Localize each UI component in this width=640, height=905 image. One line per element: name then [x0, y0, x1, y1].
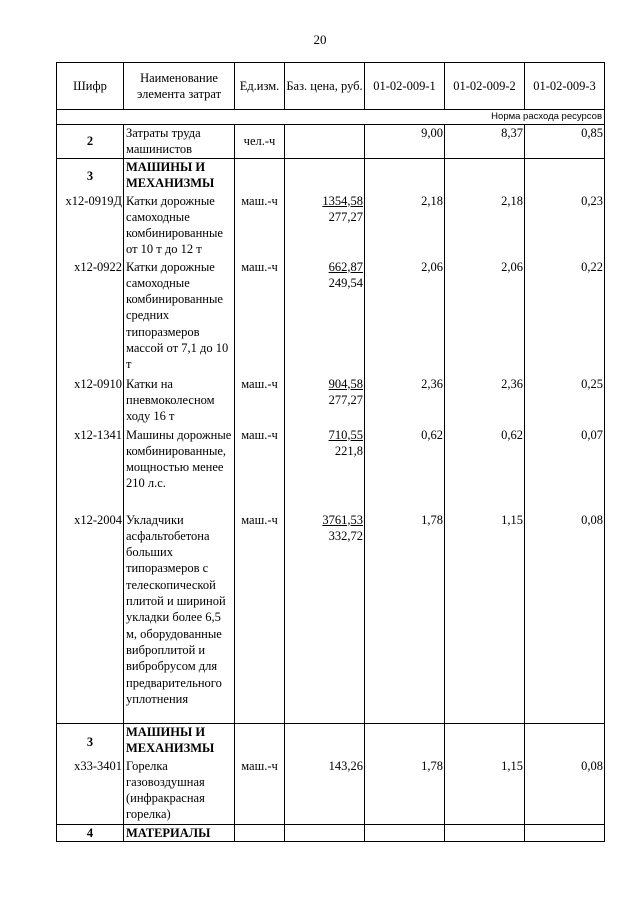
item-unit: маш.-ч — [241, 427, 278, 442]
resource-norms-table — [56, 62, 605, 842]
item-price-top: 710,55 — [328, 427, 363, 442]
item-unit: маш.-ч — [241, 259, 278, 274]
item-price-bottom: 277,27 — [328, 209, 363, 224]
item-name: Горелка газовоздушная (инфракрасная горелка) — [126, 758, 205, 822]
item-v2: 1,15 — [501, 512, 523, 527]
item-v3: 0,25 — [581, 376, 603, 391]
item-v3: 0,08 — [581, 512, 603, 527]
norma-label: Норма расхода ресурсов — [57, 110, 605, 125]
section-title: МАШИНЫ И МЕХАНИЗМЫ — [126, 724, 215, 755]
item-unit: маш.-ч — [241, 193, 278, 208]
item-unit: маш.-ч — [241, 512, 278, 527]
header-price: Баз. цена, руб. — [285, 63, 365, 110]
item-v2: 2,18 — [501, 193, 523, 208]
machines-section-2 — [57, 723, 605, 824]
item-code: х12-2004 — [74, 512, 122, 527]
labor-num: 2 — [86, 134, 94, 149]
item-unit: маш.-ч — [241, 758, 278, 773]
section-title: МАТЕРИАЛЫ — [124, 824, 235, 841]
section-num: 3 — [86, 168, 94, 183]
item-name: Машины дорожные комбинированные, мощностью менее 210 л.с. — [126, 427, 232, 491]
section-num: 4 — [57, 824, 124, 841]
item-price-bottom: 249,54 — [328, 275, 363, 290]
item-v1: 2,36 — [421, 376, 443, 391]
item-v3: 0,23 — [581, 193, 603, 208]
item-v3: 0,22 — [581, 259, 603, 274]
header-code: Шифр — [57, 63, 124, 110]
item-name: Катки дорожные самоходные комбинированные средних типоразмеров массой от 7,1 до 10 т — [126, 259, 229, 372]
item-price-top: 3761,53 — [322, 512, 363, 527]
item-code: х12-0922 — [74, 259, 122, 274]
item-v1: 1,78 — [421, 758, 443, 773]
item-price-top: 1354,58 — [322, 193, 363, 208]
item-price-bottom: 221,8 — [334, 443, 363, 458]
materials-section — [57, 824, 605, 841]
item-price-bottom: 277,27 — [328, 392, 363, 407]
section-num: 3 — [86, 734, 94, 749]
labor-v3: 0,85 — [525, 125, 605, 159]
item-v2: 2,36 — [501, 376, 523, 391]
item-code: х33-3401 — [74, 758, 122, 773]
norma-row — [57, 110, 605, 125]
header-col1: 01-02-009-1 — [365, 63, 445, 110]
item-code: х12-1341 — [74, 427, 122, 442]
item-unit: маш.-ч — [241, 376, 278, 391]
item-price-top: 662,87 — [328, 259, 363, 274]
header-unit: Ед.изм. — [235, 63, 285, 110]
section-title: МАШИНЫ И МЕХАНИЗМЫ — [126, 159, 215, 190]
item-v3: 0,08 — [581, 758, 603, 773]
item-v1: 0,62 — [421, 427, 443, 442]
header-name: Наименование элемента затрат — [124, 63, 235, 110]
item-v1: 1,78 — [421, 512, 443, 527]
item-name: Катки на пневмоколесном ходу 16 т — [126, 376, 215, 424]
header-col3: 01-02-009-3 — [525, 63, 605, 110]
item-v2: 0,62 — [501, 427, 523, 442]
item-code: х12-0919Д — [65, 193, 122, 208]
item-v1: 2,06 — [421, 259, 443, 274]
labor-v1: 9,00 — [365, 125, 445, 159]
item-name: Укладчики асфальтобетона больших типоразмеров с телескопической плитой и шириной укладки более 6,5 м, оборудованные виброплитой и вибробрусом для предварительного уплотнения — [126, 512, 226, 706]
item-price: 143,26 — [328, 758, 363, 773]
item-price-bottom: 332,72 — [328, 528, 363, 543]
item-price-top: 904,58 — [328, 376, 363, 391]
labor-name: Затраты труда машинистов — [124, 125, 235, 159]
item-code: х12-0910 — [74, 376, 122, 391]
machines-section-1 — [57, 158, 605, 723]
item-name: Катки дорожные самоходные комбинированные от 10 т до 12 т — [126, 193, 223, 257]
labor-row — [57, 125, 605, 159]
header-col2: 01-02-009-2 — [445, 63, 525, 110]
labor-v2: 8,37 — [445, 125, 525, 159]
item-v2: 2,06 — [501, 259, 523, 274]
header-row — [57, 63, 605, 110]
labor-unit: чел.-ч — [235, 125, 285, 159]
page-number: 20 — [313, 32, 327, 47]
item-v3: 0,07 — [581, 427, 603, 442]
item-v1: 2,18 — [421, 193, 443, 208]
item-v2: 1,15 — [501, 758, 523, 773]
